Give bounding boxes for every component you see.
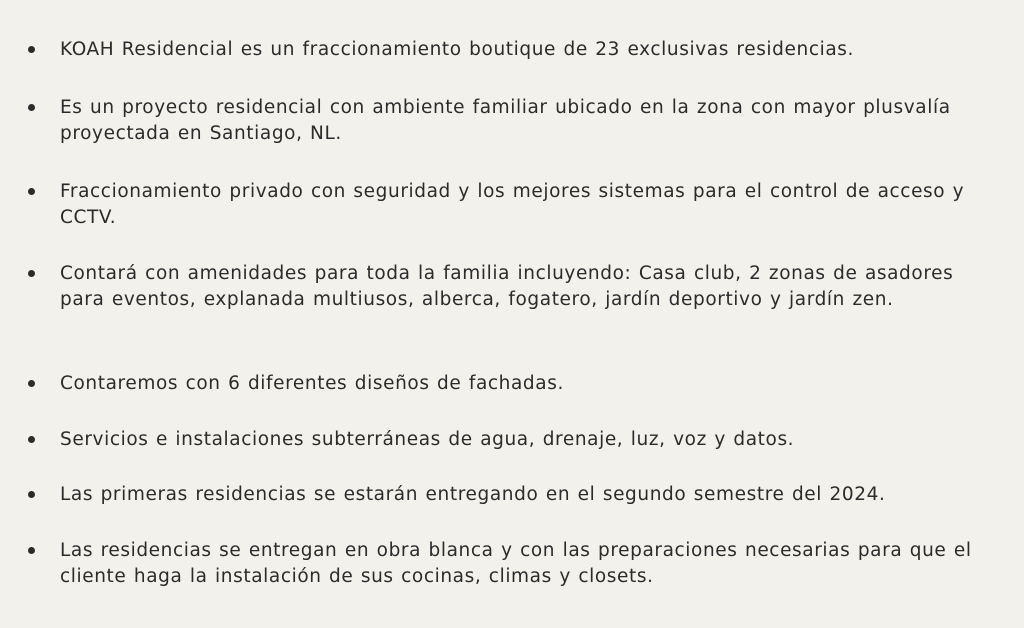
bullet-icon <box>28 436 35 443</box>
list-item-text: Servicios e instalaciones subterráneas de agua, drenaje, luz, voz y datos. <box>60 429 795 450</box>
list-item-text: Las residencias se entregan en obra blanca y con las preparaciones necesarias para que el cliente haga la instalación de sus cocinas, climas y closets. <box>60 540 972 587</box>
list-item-4 <box>28 261 998 313</box>
bullet-icon <box>28 188 35 195</box>
bullet-icon <box>28 491 35 498</box>
bullet-icon <box>28 547 35 554</box>
bullet-icon <box>28 104 35 111</box>
bullet-icon <box>28 380 35 387</box>
list-item-text: Es un proyecto residencial con ambiente familiar ubicado en la zona con mayor plusvalía proyectada en Santiago, NL. <box>60 97 951 144</box>
list-item-7 <box>28 482 998 508</box>
list-item-text: Fraccionamiento privado con seguridad y los mejores sistemas para el control de acceso y CCTV. <box>60 181 965 228</box>
bullet-icon <box>28 46 35 53</box>
list-item-8 <box>28 538 998 590</box>
list-item-6 <box>28 427 998 453</box>
list-item-text: KOAH Residencial es un fraccionamiento boutique de 23 exclusivas residencias. <box>60 39 854 60</box>
list-item-5 <box>28 371 998 397</box>
list-item-text: Contará con amenidades para toda la familia incluyendo: Casa club, 2 zonas de asadores para eventos, explanada multiusos, alberca, fogatero, jardín deportivo y jardín zen. <box>60 263 954 310</box>
list-item-text: Las primeras residencias se estarán entregando en el segundo semestre del 2024. <box>60 484 886 505</box>
list-item-2 <box>28 95 998 147</box>
bullet-icon <box>28 270 35 277</box>
list-item-3 <box>28 179 998 231</box>
list-item-text: Contaremos con 6 diferentes diseños de fachadas. <box>60 373 564 394</box>
list-item-1 <box>28 37 998 63</box>
